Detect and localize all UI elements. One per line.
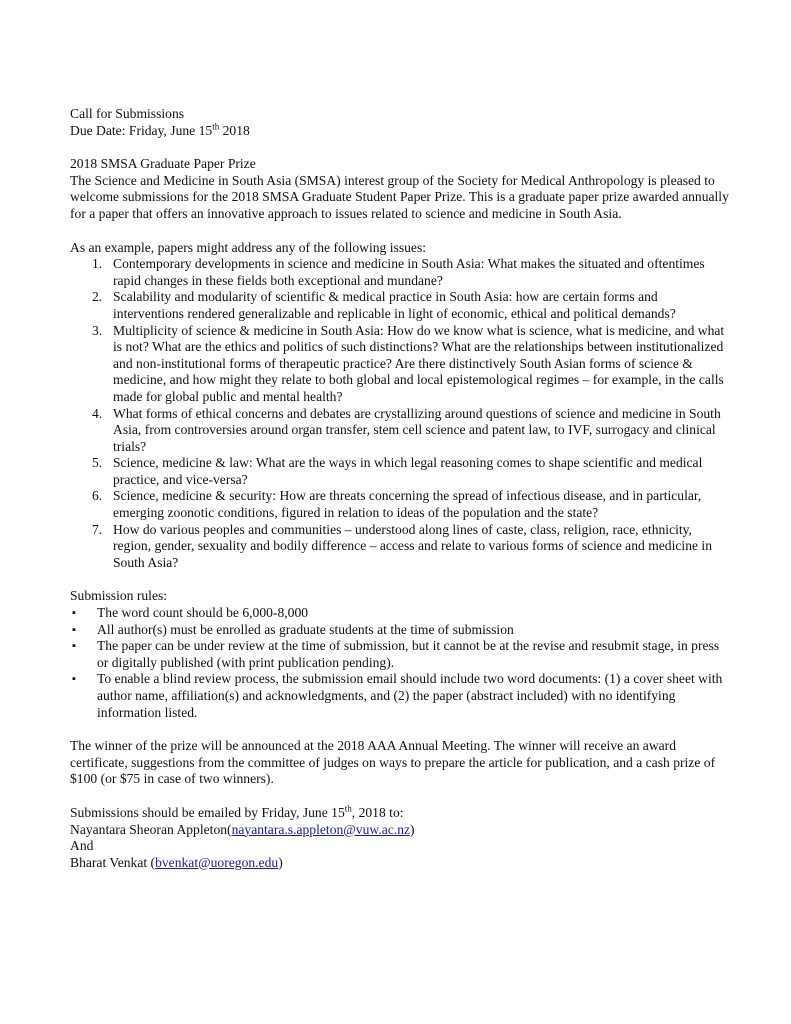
rules-heading: Submission rules: xyxy=(70,588,168,604)
issue-item xyxy=(80,289,730,322)
rule-text: The paper can be under review at the time of submission, but it cannot be at the revise and resubmit stage, in press or digitally published (with print publication pending). xyxy=(97,638,720,670)
issues-list xyxy=(70,256,730,571)
contact-name: Nayantara Sheoran Appleton( xyxy=(70,821,232,837)
contact-close: ) xyxy=(410,821,415,837)
issue-item xyxy=(80,455,730,488)
issue-number: 3. xyxy=(92,322,103,338)
issue-number: 6. xyxy=(92,488,103,504)
issue-item xyxy=(80,488,730,521)
issue-number: 2. xyxy=(92,289,103,305)
issue-item xyxy=(80,522,730,572)
due-date xyxy=(70,123,730,140)
due-date-suffix: 2018 xyxy=(219,122,250,138)
issue-text: Scalability and modularity of scientific & medical practice in South Asia: how are certain forms and interventions rendered generalizable and replicable in light of economic, ethical and political demands? xyxy=(113,289,676,321)
rule-item xyxy=(70,671,730,721)
bullet-icon: ▪ xyxy=(72,607,76,620)
issue-text: How do various peoples and communities – understood along lines of caste, class, religion, race, ethnicity, region, gender, sexuality and bodily difference – access and relate to various forms of science and medicine in South Asia? xyxy=(113,521,712,570)
submission-intro-suffix: , 2018 to: xyxy=(351,804,404,820)
issue-text: Science, medicine & law: What are the ways in which legal reasoning comes to shape scientific and medical practice, and vice-versa? xyxy=(113,455,703,487)
due-date-prefix: Due Date: Friday, June 15 xyxy=(70,122,213,138)
contact-appleton xyxy=(70,822,730,839)
issue-number: 1. xyxy=(92,256,103,272)
issue-item xyxy=(80,256,730,289)
winner-paragraph: The winner of the prize will be announced at the 2018 AAA Annual Meeting. The winner will receive an award certificate, suggestions from the committee of judges on ways to prepare the article for publication, and a cash prize of $100 (or $75 in case of two winners). xyxy=(70,738,716,787)
bullet-icon: ▪ xyxy=(72,673,76,686)
bullet-icon: ▪ xyxy=(72,640,76,653)
rule-text: To enable a blind review process, the submission email should include two word documents: (1) a cover sheet with author name, affiliation(s) and acknowledgments, and (2) the paper (abstract included) with no identifying information listed. xyxy=(97,671,723,720)
rule-item xyxy=(70,605,730,622)
issue-number: 5. xyxy=(92,455,103,471)
issue-item xyxy=(80,406,730,456)
issue-text: Contemporary developments in science and medicine in South Asia: What makes the situated and oftentimes rapid changes in these fields both exceptional and mundane? xyxy=(113,256,705,288)
document-page xyxy=(70,106,730,871)
submission-intro-prefix: Submissions should be emailed by Friday, June 15 xyxy=(70,804,345,820)
and-text: And xyxy=(70,838,94,854)
issue-number: 4. xyxy=(92,405,103,421)
issue-text: Science, medicine & security: How are threats concerning the spread of infectious disease, and in particular, emerging zoonotic conditions, figured in relation to ideas of the population and the state? xyxy=(113,488,702,521)
contact-venkat xyxy=(70,855,730,872)
rule-text: All author(s) must be enrolled as graduate students at the time of submission xyxy=(97,621,514,637)
bullet-icon: ▪ xyxy=(72,623,76,636)
call-heading: Call for Submissions xyxy=(70,106,185,121)
contact-close: ) xyxy=(278,854,283,870)
issue-number: 7. xyxy=(92,521,103,537)
issue-text: What forms of ethical concerns and debates are crystallizing around questions of science and medicine in South Asia, from controversies around organ transfer, stem cell science and patent law, to IVF, surrogacy and clinical trials? xyxy=(113,405,721,454)
issue-item xyxy=(80,323,730,406)
rule-item xyxy=(70,622,730,639)
submission-intro xyxy=(70,805,730,822)
prize-description: The Science and Medicine in South Asia (SMSA) interest group of the Society for Medical Anthropology is pleased to welcome submissions for the 2018 SMSA Graduate Student Paper Prize. This is a graduate paper prize awarded annually for a paper that offers an innovative approach to issues related to science and medicine in South Asia. xyxy=(70,172,729,221)
due-date-sup: th xyxy=(212,121,220,132)
email-link-appleton[interactable]: nayantara.s.appleton@vuw.ac.nz xyxy=(231,821,411,837)
prize-title: 2018 SMSA Graduate Paper Prize xyxy=(70,156,256,172)
issue-text: Multiplicity of science & medicine in South Asia: How do we know what is science, what is medicine, and what is not? What are the ethics and politics of such distinctions? What are the relationships between institutionalized and non-institutional forms of therapeutic practice? Are there distinctively South Asian forms of science & medicine, and how might they relate to both global and local epistemological regimes – for example, in the calls made for global public and mental health? xyxy=(113,322,725,404)
contact-name: Bharat Venkat ( xyxy=(70,854,156,870)
rules-list xyxy=(70,605,730,721)
submission-intro-sup: th xyxy=(344,803,352,814)
issues-intro: As an example, papers might address any of the following issues: xyxy=(70,239,427,255)
rule-item xyxy=(70,638,730,671)
email-link-venkat[interactable]: bvenkat@uoregon.edu xyxy=(155,854,279,870)
rule-text: The word count should be 6,000-8,000 xyxy=(97,605,309,621)
